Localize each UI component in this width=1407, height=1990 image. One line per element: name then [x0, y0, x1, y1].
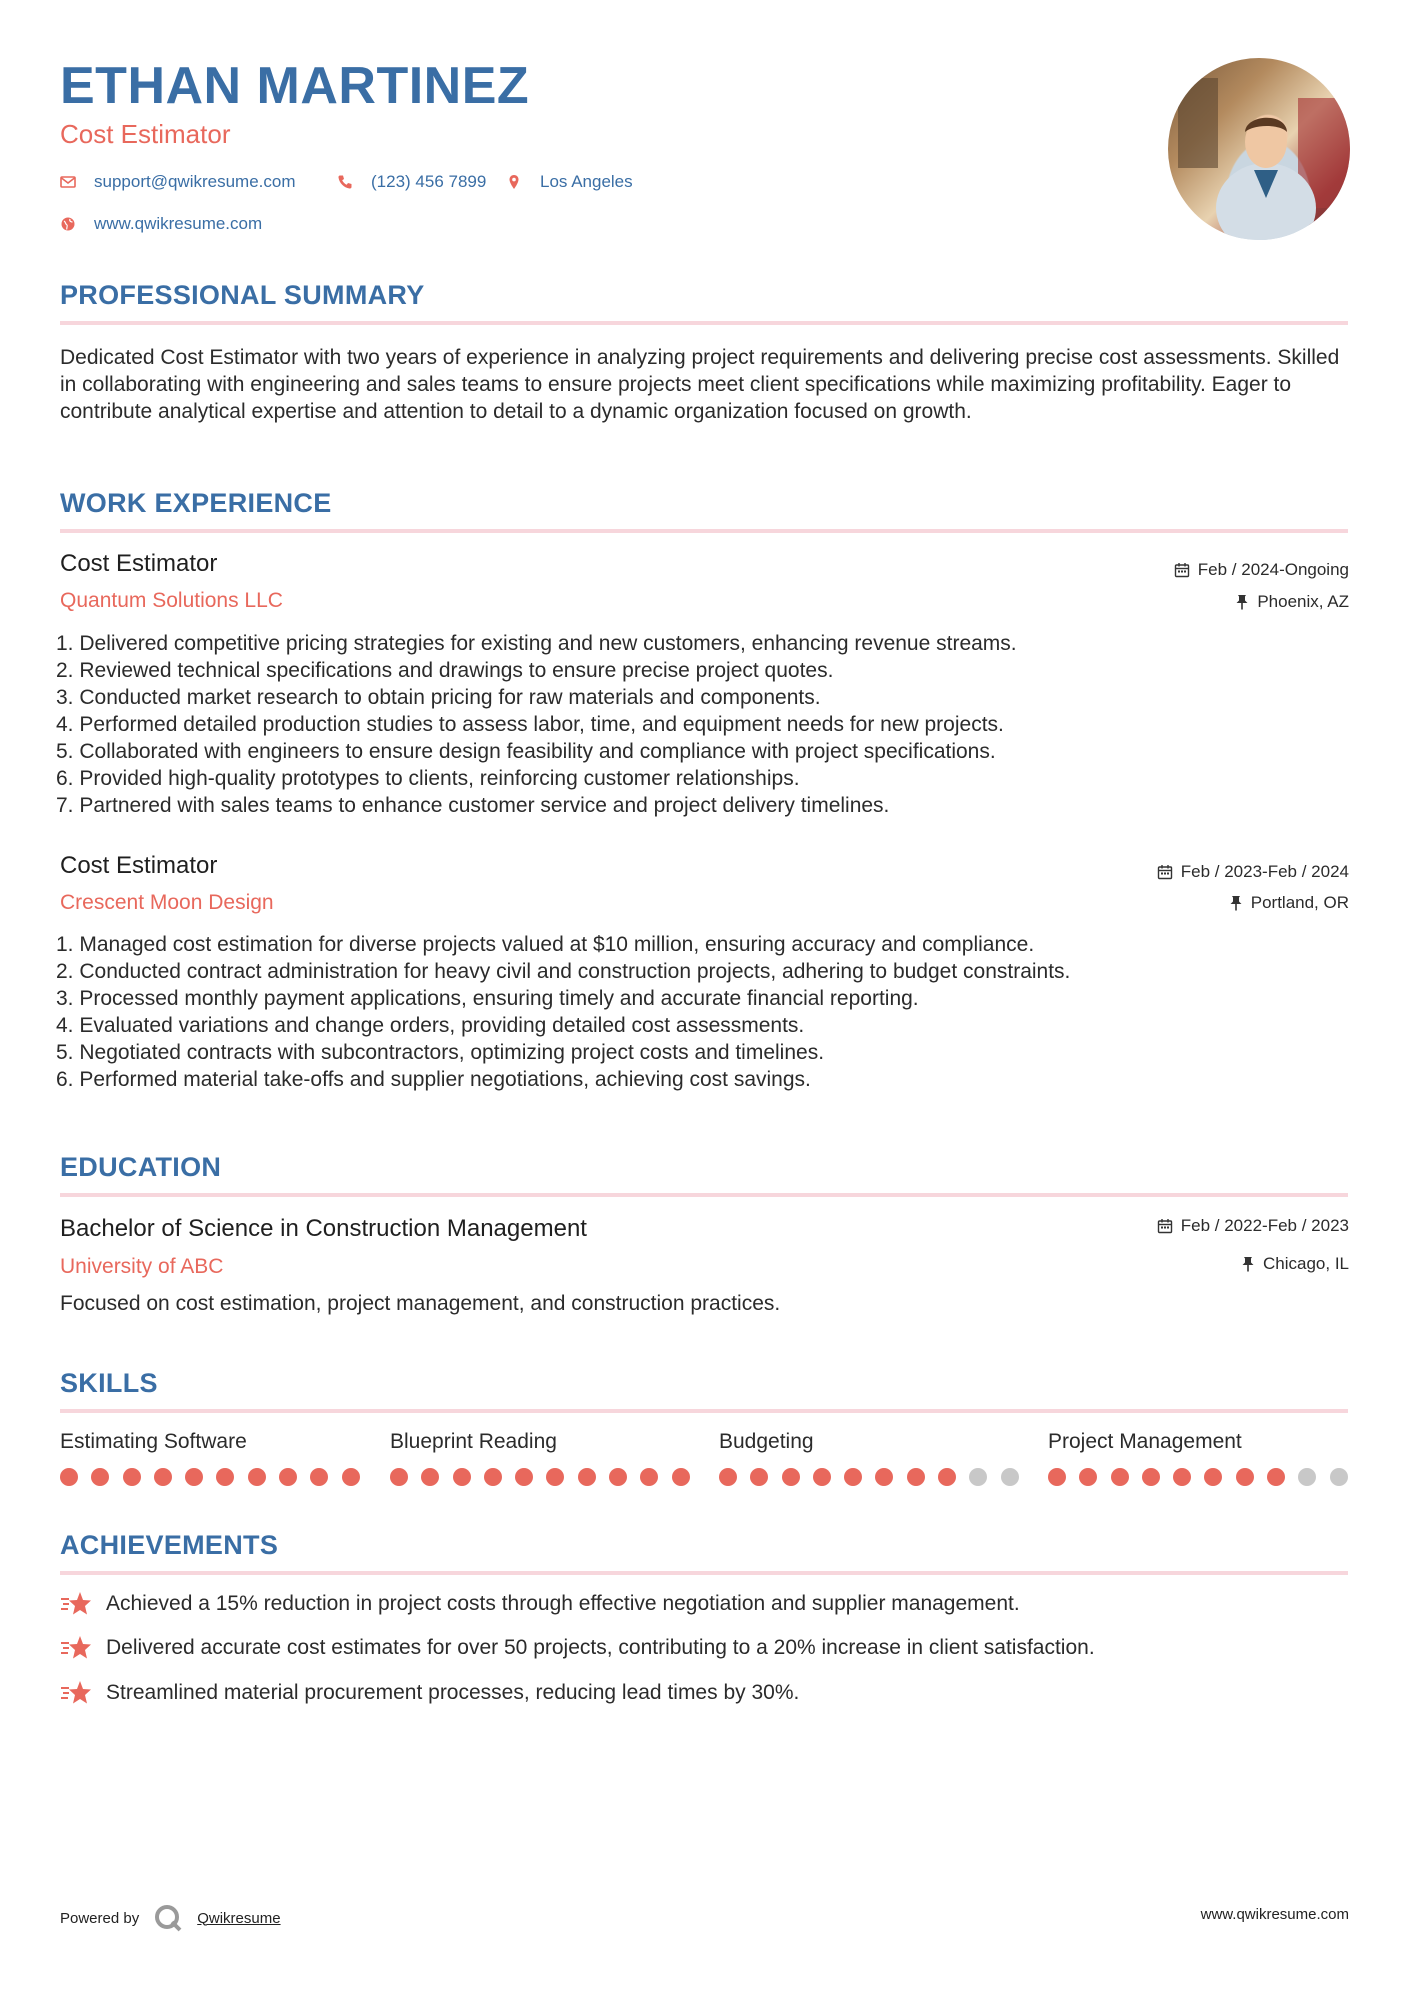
pushpin-icon [1241, 1256, 1255, 1272]
experience-divider [60, 529, 1348, 533]
job-title: Cost Estimator [60, 852, 218, 879]
skill-name: Estimating Software [60, 1430, 247, 1453]
rating-dot-filled [279, 1468, 297, 1486]
list-item: 5. Collaborated with engineers to ensure design feasibility and compliance with project specifications. [56, 740, 996, 763]
education-divider [60, 1193, 1348, 1197]
education-location-text: Chicago, IL [1263, 1254, 1349, 1273]
rating-dot-filled [1048, 1468, 1066, 1486]
rating-dot-filled [154, 1468, 172, 1486]
rating-dot-filled [123, 1468, 141, 1486]
rating-dot-filled [875, 1468, 893, 1486]
skill-rating [719, 1468, 1032, 1486]
rating-dot-filled [1204, 1468, 1222, 1486]
contact-location [506, 172, 633, 192]
contact-email[interactable] [60, 172, 296, 192]
skill-item [390, 1430, 703, 1486]
rating-dot-filled [390, 1468, 408, 1486]
contact-phone[interactable] [337, 172, 486, 192]
phone-icon [337, 174, 353, 190]
rating-dot-filled [484, 1468, 502, 1486]
skill-rating [60, 1468, 373, 1486]
skill-name: Budgeting [719, 1430, 814, 1453]
job-dates-text: Feb / 2024-Ongoing [1197, 560, 1349, 579]
pushpin-icon [1229, 895, 1243, 911]
rating-dot-filled [421, 1468, 439, 1486]
job-title: Cost Estimator [60, 550, 218, 577]
job-responsibilities [56, 630, 1346, 819]
summary-text: Dedicated Cost Estimator with two years of experience in analyzing project requirements and delivering precise cost assessments. Skilled in collaborating with engineering and sales teams to ensure projects meet client specifications while maximizing profitability. Eager to contribute analytical expertise and attention to detail to a dynamic organization focused on growth. [60, 346, 1340, 423]
rating-dot-filled [185, 1468, 203, 1486]
candidate-role: Cost Estimator [60, 119, 231, 149]
rating-dot-filled [844, 1468, 862, 1486]
summary-divider [60, 321, 1348, 325]
job-dates [1157, 862, 1349, 882]
rating-dot-empty [969, 1468, 987, 1486]
location-text: Los Angeles [540, 172, 633, 191]
job-location-text: Portland, OR [1250, 893, 1349, 912]
list-item: 4. Evaluated variations and change orders, providing detailed cost assessments. [56, 1014, 805, 1037]
calendar-icon [1174, 562, 1190, 578]
list-item: 1. Managed cost estimation for diverse projects valued at $10 million, ensuring accuracy and compliance. [56, 933, 1035, 956]
mail-icon [60, 174, 76, 190]
job-dates-text: Feb / 2023-Feb / 2024 [1180, 862, 1349, 881]
skill-rating [1048, 1468, 1361, 1486]
pushpin-icon [1235, 594, 1249, 610]
achievement-item [60, 1679, 799, 1707]
website-text: www.qwikresume.com [94, 214, 263, 233]
calendar-icon [1157, 1218, 1173, 1234]
rating-dot-filled [60, 1468, 78, 1486]
rating-dot-filled [515, 1468, 533, 1486]
skill-rating [390, 1468, 703, 1486]
rating-dot-filled [248, 1468, 266, 1486]
list-item: 5. Negotiated contracts with subcontractors, optimizing project costs and timelines. [56, 1041, 825, 1064]
rating-dot-empty [1330, 1468, 1348, 1486]
achievements-heading: ACHIEVEMENTS [60, 1530, 279, 1560]
experience-heading: WORK EXPERIENCE [60, 488, 332, 518]
rating-dot-filled [782, 1468, 800, 1486]
star-award-icon [60, 1634, 92, 1662]
rating-dot-empty [1298, 1468, 1316, 1486]
skill-name: Project Management [1048, 1430, 1242, 1453]
rating-dot-filled [1267, 1468, 1285, 1486]
list-item: 6. Performed material take-offs and supplier negotiations, achieving cost savings. [56, 1068, 811, 1091]
rating-dot-filled [310, 1468, 328, 1486]
job-dates [1174, 560, 1349, 580]
list-item: 2. Reviewed technical specifications and drawings to ensure precise project quotes. [56, 659, 834, 682]
list-item: 1. Delivered competitive pricing strategies for existing and new customers, enhancing revenue streams. [56, 632, 1017, 655]
list-item: 4. Performed detailed production studies to assess labor, time, and equipment needs for new projects. [56, 713, 1004, 736]
skills-divider [60, 1409, 1348, 1413]
school-name: University of ABC [60, 1255, 224, 1278]
education-dates-text: Feb / 2022-Feb / 2023 [1180, 1216, 1349, 1235]
footer-website[interactable]: www.qwikresume.com [1200, 1906, 1349, 1923]
education-heading: EDUCATION [60, 1152, 222, 1182]
rating-dot-filled [91, 1468, 109, 1486]
rating-dot-filled [578, 1468, 596, 1486]
job-location-text: Phoenix, AZ [1257, 592, 1349, 611]
achievements-divider [60, 1571, 1348, 1575]
brand-link[interactable]: Qwikresume [197, 1909, 281, 1927]
rating-dot-filled [546, 1468, 564, 1486]
list-item: 7. Partnered with sales teams to enhance customer service and project delivery timelines. [56, 794, 890, 817]
rating-dot-filled [640, 1468, 658, 1486]
rating-dot-filled [719, 1468, 737, 1486]
job-location [1229, 893, 1349, 913]
achievement-text: Streamlined material procurement processes, reducing lead times by 30%. [106, 1681, 800, 1704]
rating-dot-filled [672, 1468, 690, 1486]
qwikresume-logo-icon [153, 1903, 183, 1933]
rating-dot-filled [1079, 1468, 1097, 1486]
skill-item [719, 1430, 1032, 1486]
profile-photo-illustration [1168, 58, 1350, 240]
education-dates [1157, 1216, 1349, 1236]
rating-dot-filled [342, 1468, 360, 1486]
rating-dot-empty [1001, 1468, 1019, 1486]
job-location [1235, 592, 1349, 612]
email-text: support@qwikresume.com [94, 172, 296, 191]
rating-dot-filled [216, 1468, 234, 1486]
rating-dot-filled [813, 1468, 831, 1486]
profile-photo [1168, 58, 1350, 240]
summary-heading: PROFESSIONAL SUMMARY [60, 280, 425, 310]
phone-text: (123) 456 7899 [371, 172, 487, 191]
list-item: 3. Processed monthly payment applications, ensuring timely and accurate financial reporting. [56, 987, 919, 1010]
achievement-text: Achieved a 15% reduction in project costs through effective negotiation and supplier management. [106, 1592, 1020, 1615]
rating-dot-filled [1111, 1468, 1129, 1486]
degree-title: Bachelor of Science in Construction Management [60, 1215, 587, 1242]
candidate-name: ETHAN MARTINEZ [60, 57, 530, 115]
skill-item [1048, 1430, 1361, 1486]
achievement-item [60, 1590, 1020, 1618]
calendar-icon [1157, 864, 1173, 880]
achievement-text: Delivered accurate cost estimates for over 50 projects, contributing to a 20% increase in client satisfaction. [106, 1636, 1095, 1659]
map-pin-icon [506, 174, 522, 190]
education-description: Focused on cost estimation, project management, and construction practices. [60, 1292, 781, 1315]
rating-dot-filled [907, 1468, 925, 1486]
job-company: Crescent Moon Design [60, 891, 274, 914]
star-award-icon [60, 1590, 92, 1618]
achievement-item [60, 1634, 1095, 1662]
skill-item [60, 1430, 373, 1486]
education-location [1241, 1254, 1349, 1274]
job-company: Quantum Solutions LLC [60, 589, 283, 612]
list-item: 3. Conducted market research to obtain pricing for raw materials and components. [56, 686, 821, 709]
star-award-icon [60, 1679, 92, 1707]
rating-dot-filled [1142, 1468, 1160, 1486]
skill-name: Blueprint Reading [390, 1430, 557, 1453]
rating-dot-filled [938, 1468, 956, 1486]
contact-website[interactable] [60, 214, 262, 234]
job-responsibilities [56, 931, 1346, 1093]
list-item: 2. Conducted contract administration for heavy civil and construction projects, adhering to budget constraints. [56, 960, 1071, 983]
globe-icon [60, 216, 76, 232]
rating-dot-filled [1173, 1468, 1191, 1486]
powered-by-text: Powered by [60, 1909, 140, 1927]
list-item: 6. Provided high-quality prototypes to clients, reinforcing customer relationships. [56, 767, 800, 790]
rating-dot-filled [1236, 1468, 1254, 1486]
footer-powered-by [60, 1903, 281, 1933]
rating-dot-filled [750, 1468, 768, 1486]
rating-dot-filled [453, 1468, 471, 1486]
rating-dot-filled [609, 1468, 627, 1486]
skills-heading: SKILLS [60, 1368, 158, 1398]
